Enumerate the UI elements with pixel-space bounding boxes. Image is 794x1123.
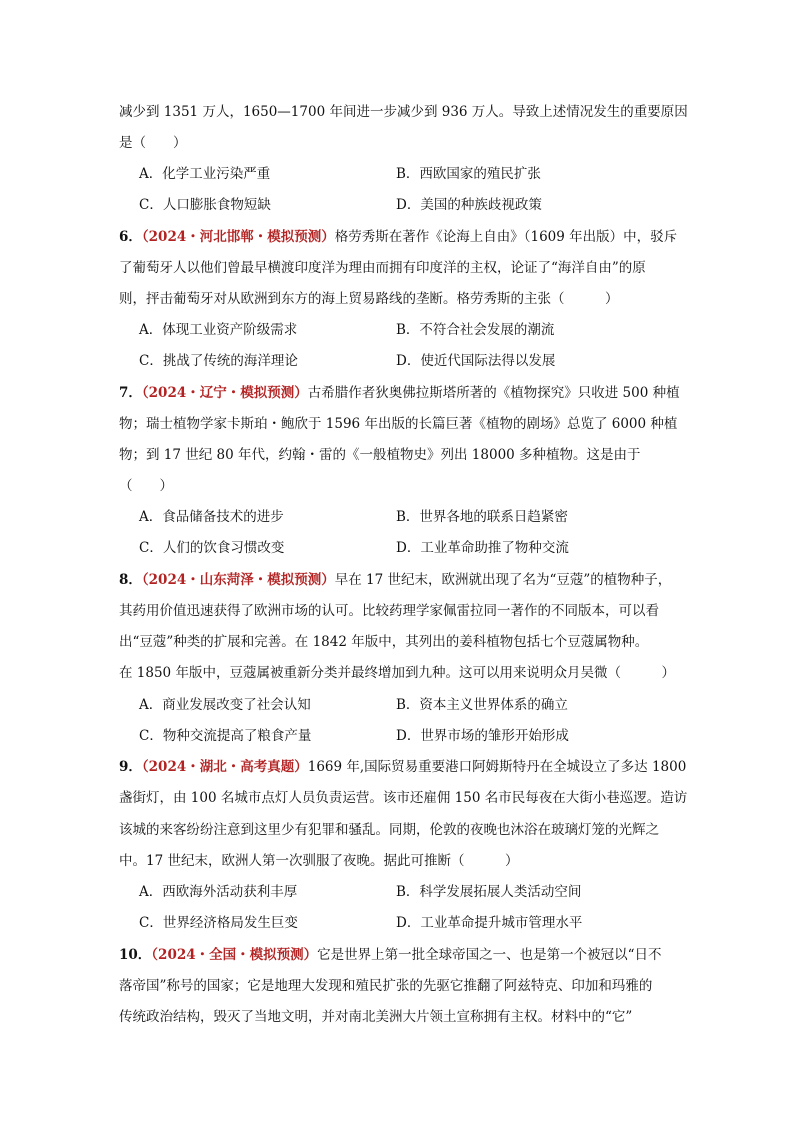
q7-number: 7． <box>119 385 142 401</box>
q7-option-a: A．食品储备技术的进步 <box>139 509 284 525</box>
q6-stem-line-3: 则，抨击葡萄牙对从欧洲到东方的海上贸易路线的垄断。格劳秀斯的主张（ ） <box>119 291 619 307</box>
q8-option-a: A．商业发展改变了社会认知 <box>139 697 311 713</box>
q10-stem-line-3: 传统政治结构，毁灭了当地文明，并对南北美洲大片领土宣称拥有主权。材料中的“它” <box>119 1009 633 1025</box>
q7-option-b: B．世界各地的联系日趋紧密 <box>396 509 568 525</box>
q10-stem-line-2: 落帝国”称号的国家；它是地理大发现和殖民扩张的先驱它推翻了阿兹特克、印加和玛雅的 <box>119 978 653 994</box>
q6-stem-line-1 <box>119 228 677 246</box>
q5-option-c: C．人口膨胀食物短缺 <box>139 197 271 213</box>
q6-option-b: B．不符合社会发展的潮流 <box>396 322 555 338</box>
q6-source: （2024・河北邯郸・模拟预测） <box>141 229 335 245</box>
q5-stem-line-2: 是（ ） <box>119 135 187 151</box>
q8-stem-line-3: 出“豆蔻”种类的扩展和完善。在 1842 年版中，其列出的姜科植物包括七个豆蔻属物种。 <box>119 634 649 650</box>
q6-option-c: C．挑战了传统的海洋理论 <box>139 353 298 369</box>
q8-option-d: D．世界市场的雏形开始形成 <box>396 728 569 744</box>
q5-option-a: A．化学工业污染严重 <box>139 166 271 182</box>
q6-option-d: D．使近代国际法得以发展 <box>396 353 556 369</box>
q7-stem-line-2: 物；瑞士植物学家卡斯珀・鲍欣于 1596 年出版的长篇巨著《植物的剧场》总览了 6000 种植 <box>119 416 678 432</box>
q5-stem-line-1: 减少到 1351 万人，1650—1700 年间进一步减少到 936 万人。导致上述情况发生的重要原因 <box>119 104 688 120</box>
q9-number: 9． <box>119 759 142 775</box>
q5-option-d: D．美国的种族歧视政策 <box>396 197 542 213</box>
q9-option-c: C．世界经济格局发生巨变 <box>139 915 298 931</box>
q6-stem-line-2: 了葡萄牙人以他们曾最早横渡印度洋为理由而拥有印度洋的主权，论证了“海洋自由”的原 <box>119 260 646 276</box>
q9-source: （2024・湖北・高考真题） <box>141 759 308 775</box>
q7-option-c: C．人们的饮食习惯改变 <box>139 540 285 556</box>
q5-option-b: B．西欧国家的殖民扩张 <box>396 166 541 182</box>
q9-option-d: D．工业革命提升城市管理水平 <box>396 915 583 931</box>
q7-stem-line-1 <box>119 384 680 402</box>
q9-stem-line-3: 该城的来客纷纷注意到这里少有犯罪和骚乱。同期，伦敦的夜晚也沐浴在玻璃灯笼的光辉之 <box>119 822 659 838</box>
q9-text-1: 1669 年,国际贸易重要港口阿姆斯特丹在全城设立了多达 1800 <box>307 759 687 775</box>
q8-option-c: C．物种交流提高了粮食产量 <box>139 728 312 744</box>
q6-text-1: 格劳秀斯在著作《论海上自由》（1609 年出版）中，驳斥 <box>334 229 678 245</box>
q8-text-1: 早在 17 世纪末，欧洲就出现了名为“豆蔻”的植物种子， <box>334 572 672 588</box>
q8-source: （2024・山东菏泽・模拟预测） <box>141 572 335 588</box>
q9-stem-line-4: 中。17 世纪末，欧洲人第一次驯服了夜晚。据此可推断（ ） <box>119 853 519 869</box>
q10-text-1: 它是世界上第一批全球帝国之一、也是第一个被冠以“日不 <box>317 947 662 963</box>
q8-stem-line-4: 在 1850 年版中，豆蔻属被重新分类并最终增加到九种。这可以用来说明众月吴微（ ） <box>119 665 675 681</box>
q7-source: （2024・辽宁・模拟预测） <box>141 385 308 401</box>
q6-option-a: A．体现工业资产阶级需求 <box>139 322 298 338</box>
q6-number: 6． <box>119 229 142 245</box>
q9-option-a: A．西欧海外活动获利丰厚 <box>139 884 298 900</box>
q10-stem-line-1 <box>119 946 662 964</box>
q7-option-d: D．工业革命助推了物种交流 <box>396 540 569 556</box>
q8-stem-line-1 <box>119 571 671 589</box>
q7-stem-line-3: 物；到 17 世纪 80 年代，约翰・雷的《一般植物史》列出 18000 多种植物。这是由于 <box>119 447 641 463</box>
q10-number: 10． <box>119 947 152 963</box>
q9-option-b: B．科学发展拓展人类活动空间 <box>396 884 582 900</box>
q8-option-b: B．资本主义世界体系的确立 <box>396 697 568 713</box>
q8-number: 8． <box>119 572 142 588</box>
q9-stem-line-1 <box>119 758 686 776</box>
q7-stem-line-4: （ ） <box>119 478 173 494</box>
q10-source: （2024・全国・模拟预测） <box>151 947 318 963</box>
q7-text-1: 古希腊作者狄奥佛拉斯塔所著的《植物探究》只收进 500 种植 <box>307 385 680 401</box>
q9-stem-line-2: 盏街灯，由 100 名城市点灯人员负责运营。该市还雇佣 150 名市民每夜在大街小巷巡逻。造访 <box>119 790 688 806</box>
q8-stem-line-2: 其药用价值迅速获得了欧洲市场的认可。比较药理学家佩雷拉同一著作的不同版本，可以看 <box>119 603 659 619</box>
